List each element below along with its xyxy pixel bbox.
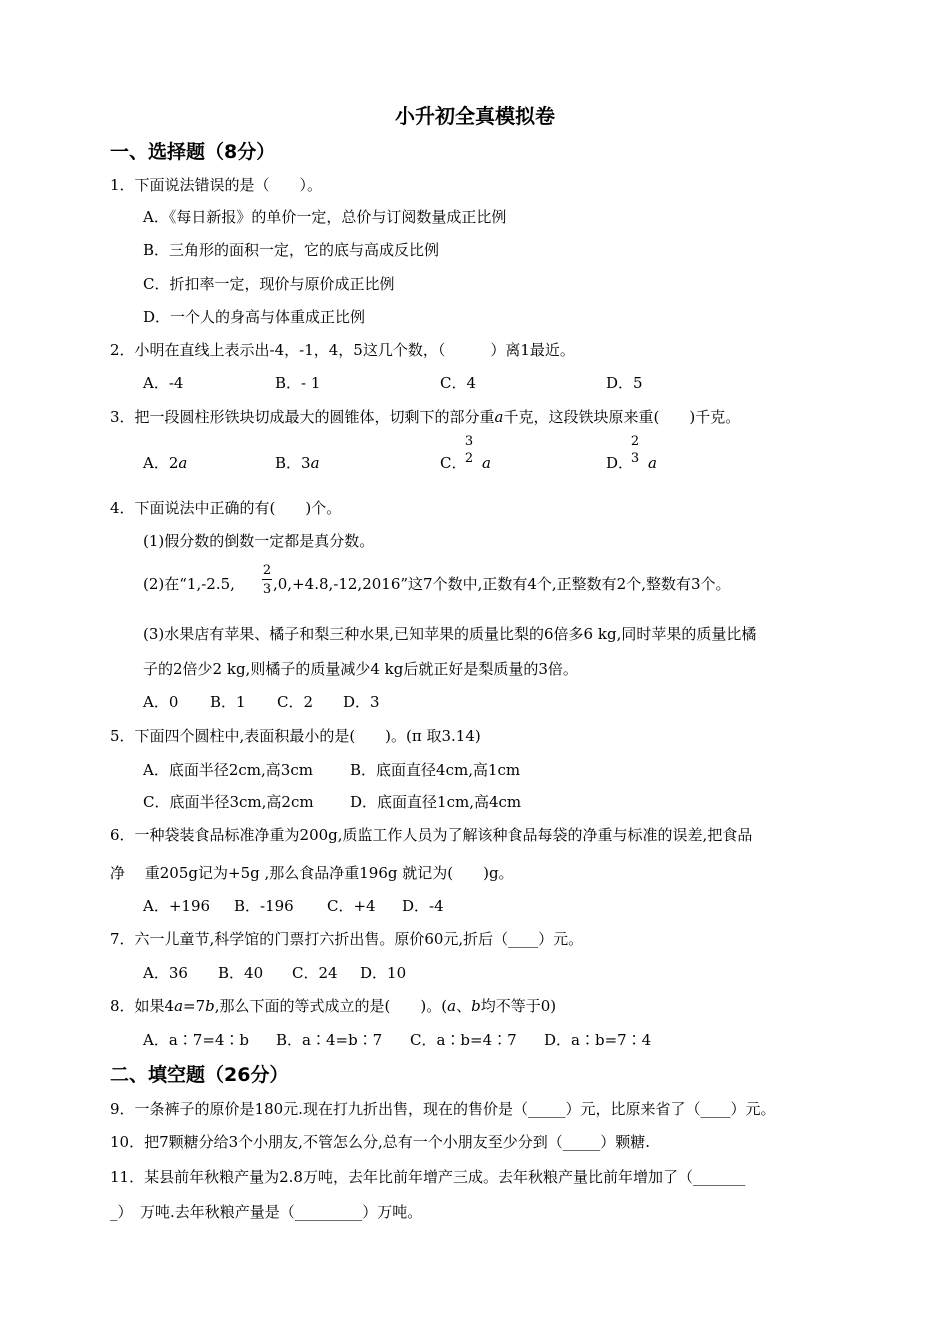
question-1-option-c: C．折扣率一定，现价与原价成正比例 — [143, 275, 395, 293]
question-2-option-b: B．- 1 — [275, 374, 321, 392]
question-4-fraction-numerator: 2 — [262, 563, 272, 578]
question-1-option-a: A．《每日新报》的单价一定，总价与订阅数量成正比例 — [143, 208, 507, 226]
question-4-stem: 4．下面说法中正确的有( )个。 — [110, 499, 342, 517]
question-4-fraction-denominator: 3 — [262, 582, 272, 597]
question-4-statement-3-line-1: (3)水果店有苹果、橘子和梨三种水果,已知苹果的质量比梨的6倍多6 kg,同时苹果的质量比橘 — [143, 625, 757, 643]
question-8-option-d: D．a∶b=7∶4 — [544, 1031, 652, 1049]
page-title: 小升初全真模拟卷 — [395, 104, 555, 128]
section-heading-fill-in: 二、填空题（26分） — [110, 1064, 289, 1086]
question-8-option-a: A．a∶7=4∶b — [143, 1031, 250, 1049]
question-9-stem: 9．一条裤子的原价是180元.现在打九折出售，现在的售价是（_____）元，比原来省了（____）元。 — [110, 1100, 776, 1118]
question-3-option-d-variable: a — [648, 454, 657, 472]
question-3-option-a: A．2a — [143, 454, 188, 472]
question-5-option-d: D．底面直径1cm,高4cm — [350, 793, 522, 811]
question-8-option-c: C．a∶b=4∶7 — [410, 1031, 517, 1049]
question-7-option-d: D．10 — [360, 964, 407, 982]
question-6-option-a: A．+196 — [143, 897, 211, 915]
question-3-option-c: C． — [440, 454, 467, 472]
question-3-option-c-numerator: 3 — [464, 434, 474, 449]
question-7-option-b: B．40 — [218, 964, 264, 982]
question-4-option-d: D．3 — [343, 693, 380, 711]
question-3-option-c-variable: a — [482, 454, 491, 472]
question-6-option-b: B．-196 — [234, 897, 294, 915]
question-8-stem: 8．如果4a=7b,那么下面的等式成立的是( )。(a、b均不等于0) — [110, 997, 557, 1015]
question-11-line-2: _） 万吨.去年秋粮产量是（_________）万吨。 — [110, 1203, 423, 1221]
question-5-option-c: C．底面半径3cm,高2cm — [143, 793, 314, 811]
question-1-option-b: B．三角形的面积一定，它的底与高成反比例 — [143, 241, 440, 259]
question-1-stem: 1．下面说法错误的是（ ）。 — [110, 176, 323, 194]
question-7-option-a: A．36 — [143, 964, 188, 982]
question-4-option-c: C．2 — [277, 693, 314, 711]
question-6-option-c: C．+4 — [327, 897, 376, 915]
question-7-option-c: C．24 — [292, 964, 338, 982]
question-3-option-d-denominator: 3 — [630, 451, 640, 466]
question-6-option-d: D．-4 — [402, 897, 444, 915]
question-8-option-b: B．a∶4=b∶7 — [276, 1031, 383, 1049]
question-4-statement-3-line-2: 子的2倍少2 kg,则橘子的质量减少4 kg后就正好是梨质量的3倍。 — [143, 660, 578, 678]
question-11-line-1: 11．某县前年秋粮产量为2.8万吨，去年比前年增产三成。去年秋粮产量比前年增加了（_______ — [110, 1168, 746, 1186]
question-5-option-b: B．底面直径4cm,高1cm — [350, 761, 521, 779]
question-7-stem: 7．六一儿童节,科学馆的门票打六折出售。原价60元,折后（____）元。 — [110, 930, 584, 948]
question-4-option-a: A．0 — [143, 693, 179, 711]
question-3-stem-post: 千克，这段铁块原来重( )千克。 — [503, 408, 741, 426]
question-4-statement-2-pre: (2)在“1,-2.5, — [143, 575, 235, 593]
question-4-fraction-bar — [262, 579, 272, 580]
section-heading-choice: 一、选择题（8分） — [110, 141, 276, 163]
question-6-line-1: 6．一种袋装食品标准净重为200g,质监工作人员为了解该种食品每袋的净重与标准的误差,把食品 — [110, 826, 753, 844]
question-4-statement-1: (1)假分数的倒数一定都是真分数。 — [143, 532, 375, 550]
question-6-line-2: 净 重205g记为+5g ,那么食品净重196g 就记为( )g。 — [110, 864, 514, 882]
question-2-option-c: C．4 — [440, 374, 477, 392]
question-5-stem: 5．下面四个圆柱中,表面积最小的是( )。(π 取3.14) — [110, 727, 481, 745]
question-3-option-c-denominator: 2 — [464, 451, 474, 466]
question-3-option-b: B．3a — [275, 454, 320, 472]
question-5-option-a: A．底面半径2cm,高3cm — [143, 761, 313, 779]
question-3-stem-pre: 3．把一段圆柱形铁块切成最大的圆锥体，切剩下的部分重 — [110, 408, 495, 426]
question-10-stem: 10．把7颗糖分给3个小朋友,不管怎么分,总有一个小朋友至少分到（_____）颗糖. — [110, 1133, 650, 1151]
question-3-stem — [110, 407, 740, 427]
question-3-variable: a — [494, 408, 504, 426]
question-4-statement-2-post: ,0,+4.8,-12,2016”这7个数中,正数有4个,正整数有2个,整数有3个。 — [273, 575, 731, 593]
question-2-stem: 2．小明在直线上表示出-4，-1，4，5这几个数，（ ）离1最近。 — [110, 341, 575, 359]
question-3-option-d: D． — [606, 454, 634, 472]
question-4-option-b: B．1 — [210, 693, 246, 711]
question-2-option-a: A．-4 — [143, 374, 184, 392]
question-1-option-d: D．一个人的身高与体重成正比例 — [143, 308, 366, 326]
question-3-option-d-numerator: 2 — [630, 434, 640, 449]
question-2-option-d: D．5 — [606, 374, 643, 392]
